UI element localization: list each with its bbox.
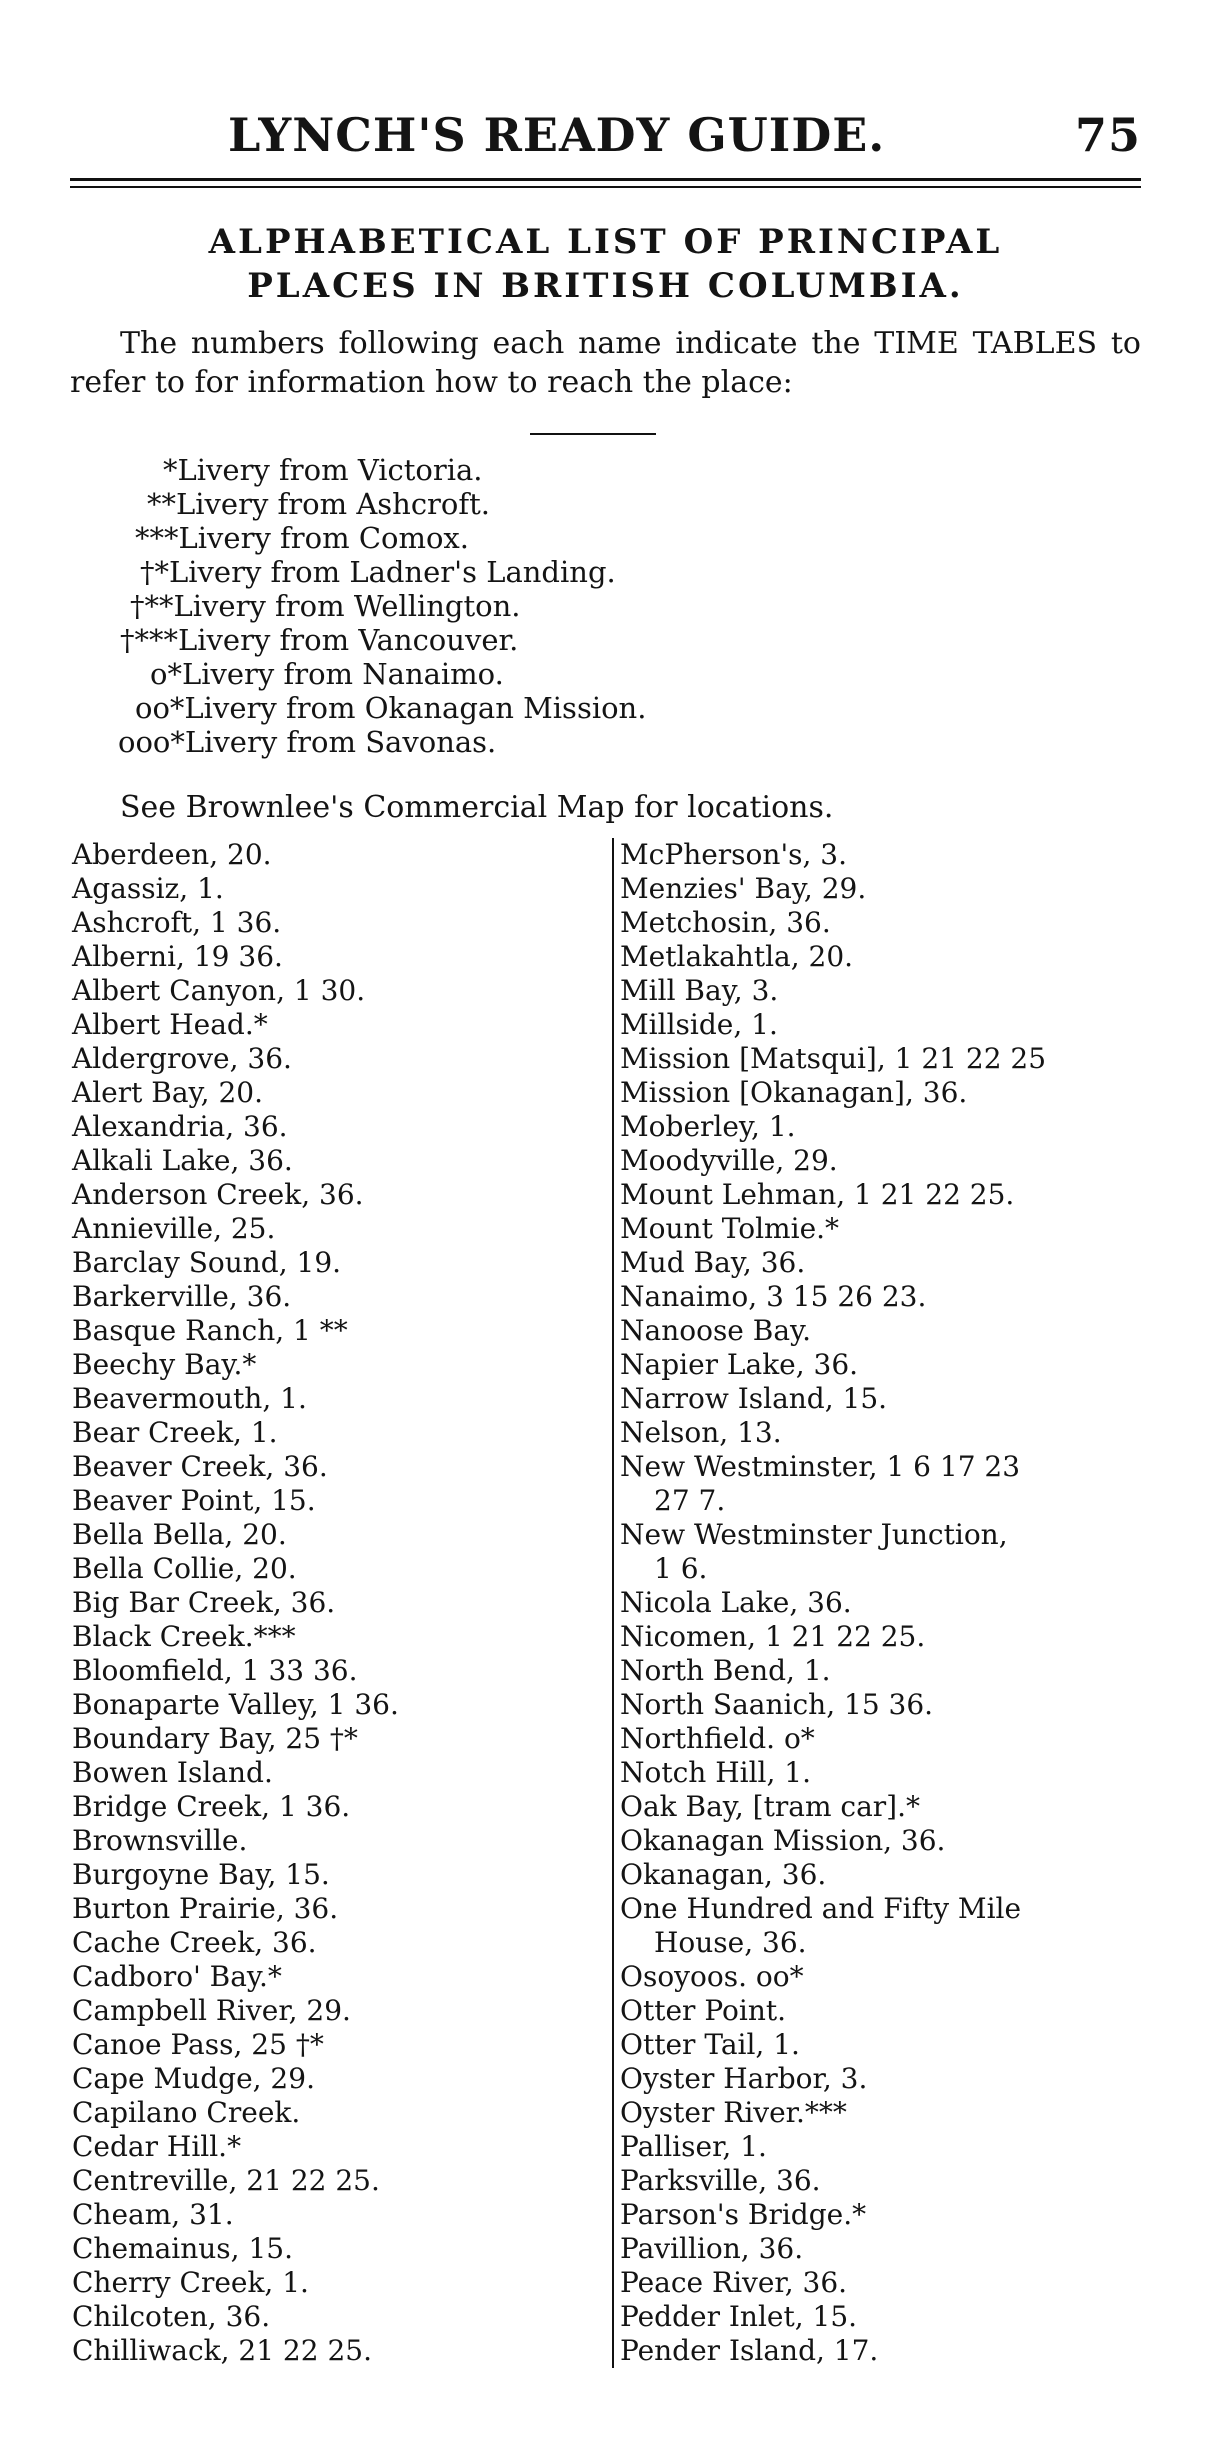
place-entry: Bowen Island. (72, 1756, 273, 1789)
place-entry: Nanaimo, 3 15 26 23. (620, 1280, 927, 1313)
running-head (70, 108, 1141, 162)
section-heading-line-2: PLACES IN BRITISH COLUMBIA. (247, 266, 964, 306)
place-entry: Metlakahtla, 20. (620, 940, 854, 973)
place-entry: Chemainus, 15. (72, 2232, 293, 2265)
map-note: See Brownlee's Commercial Map for locations. (120, 790, 834, 825)
place-entry: Alberni, 19 36. (72, 940, 283, 973)
place-entry: Albert Canyon, 1 30. (72, 974, 366, 1007)
place-entry: Bella Collie, 20. (72, 1552, 297, 1585)
place-entry-continuation: 27 7. (654, 1484, 726, 1517)
place-entry: Mill Bay, 3. (620, 974, 779, 1007)
place-entry: Beaver Point, 15. (72, 1484, 316, 1517)
header-rule-top (70, 178, 1141, 181)
place-entry: Anderson Creek, 36. (72, 1178, 364, 1211)
place-entry: Cache Creek, 36. (72, 1926, 317, 1959)
place-entry: Nicomen, 1 21 22 25. (620, 1620, 926, 1653)
place-entry: Nanoose Bay. (620, 1314, 812, 1347)
place-entry: Oyster River.*** (620, 2096, 847, 2129)
place-entry: Barkerville, 36. (72, 1280, 292, 1313)
place-entry: Chilcoten, 36. (72, 2300, 271, 2333)
place-entry: Chilliwack, 21 22 25. (72, 2334, 372, 2367)
livery-key-item: o*Livery from Nanaimo. (150, 657, 504, 691)
place-entry: Big Bar Creek, 36. (72, 1586, 336, 1619)
place-entry: Narrow Island, 15. (620, 1382, 888, 1415)
place-entry: Menzies' Bay, 29. (620, 872, 867, 905)
livery-key-item: *Livery from Victoria. (163, 453, 483, 487)
place-entry: Okanagan, 36. (620, 1858, 827, 1891)
place-entry: Moberley, 1. (620, 1110, 796, 1143)
livery-key-item: ooo*Livery from Savonas. (118, 725, 497, 759)
section-divider (530, 433, 656, 435)
place-entry: New Westminster, 1 6 17 23 (620, 1450, 1021, 1483)
livery-key-item: ***Livery from Comox. (135, 521, 469, 555)
place-entry: Mount Tolmie.* (620, 1212, 840, 1245)
place-entry: Pender Island, 17. (620, 2334, 879, 2367)
place-entry: Campbell River, 29. (72, 1994, 351, 2027)
place-entry: Annieville, 25. (72, 1212, 276, 1245)
place-entry: Mission [Okanagan], 36. (620, 1076, 968, 1109)
place-entry: Cheam, 31. (72, 2198, 234, 2231)
place-entry: Peace River, 36. (620, 2266, 848, 2299)
place-entry: Burton Prairie, 36. (72, 1892, 339, 1925)
place-entry: Okanagan Mission, 36. (620, 1824, 946, 1857)
place-entry: Bear Creek, 1. (72, 1416, 278, 1449)
place-entry: Nicola Lake, 36. (620, 1586, 852, 1619)
place-entry: Barclay Sound, 19. (72, 1246, 342, 1279)
place-entry: North Bend, 1. (620, 1654, 831, 1687)
place-entry: Beavermouth, 1. (72, 1382, 307, 1415)
place-entry: Cadboro' Bay.* (72, 1960, 282, 1993)
place-entry: Brownsville. (72, 1824, 248, 1857)
place-entry: Agassiz, 1. (72, 872, 224, 905)
header-rule-bottom (70, 186, 1141, 188)
place-entry: Mud Bay, 36. (620, 1246, 806, 1279)
place-entry: Boundary Bay, 25 †* (72, 1722, 358, 1755)
place-entry: New Westminster Junction, (620, 1518, 1008, 1551)
place-entry: Otter Tail, 1. (620, 2028, 800, 2061)
place-entry: Millside, 1. (620, 1008, 778, 1041)
place-entry: Osoyoos. oo* (620, 1960, 804, 1993)
place-entry: Northfield. o* (620, 1722, 815, 1755)
place-entry: Bridge Creek, 1 36. (72, 1790, 351, 1823)
place-entry: Napier Lake, 36. (620, 1348, 859, 1381)
place-entry: Bloomfield, 1 33 36. (72, 1654, 358, 1687)
running-title: LYNCH'S READY GUIDE. (228, 108, 886, 162)
place-entry: Metchosin, 36. (620, 906, 831, 939)
place-entry: Basque Ranch, 1 ** (72, 1314, 348, 1347)
page-number: 75 (1074, 108, 1141, 162)
place-entry: Aberdeen, 20. (72, 838, 272, 871)
place-entry: Cherry Creek, 1. (72, 2266, 309, 2299)
place-entry: Nelson, 13. (620, 1416, 782, 1449)
place-entry: Parson's Bridge.* (620, 2198, 867, 2231)
place-entry: Parksville, 36. (620, 2164, 821, 2197)
place-entry: Cape Mudge, 29. (72, 2062, 315, 2095)
place-entry: Cedar Hill.* (72, 2130, 242, 2163)
place-entry: Palliser, 1. (620, 2130, 767, 2163)
place-entry: McPherson's, 3. (620, 838, 848, 871)
places-column-left (72, 838, 572, 2368)
place-entry: One Hundred and Fifty Mile (620, 1892, 1022, 1925)
place-entry: Aldergrove, 36. (72, 1042, 292, 1075)
place-entry: Black Creek.*** (72, 1620, 296, 1653)
livery-key-item: oo*Livery from Okanagan Mission. (135, 691, 647, 725)
section-heading-line-1: ALPHABETICAL LIST OF PRINCIPAL (208, 222, 1003, 262)
place-entry: Capilano Creek. (72, 2096, 301, 2129)
livery-key-item: **Livery from Ashcroft. (147, 487, 490, 521)
place-entry: Albert Head.* (72, 1008, 268, 1041)
place-entry: Beechy Bay.* (72, 1348, 257, 1381)
place-entry: Bella Bella, 20. (72, 1518, 287, 1551)
place-entry: Canoe Pass, 25 †* (72, 2028, 324, 2061)
place-entry: Moodyville, 29. (620, 1144, 838, 1177)
livery-key-item: †***Livery from Vancouver. (120, 623, 519, 657)
place-entry: Otter Point. (620, 1994, 787, 2027)
place-entry: Alert Bay, 20. (72, 1076, 263, 1109)
place-entry: Burgoyne Bay, 15. (72, 1858, 330, 1891)
place-entry: Alkali Lake, 36. (72, 1144, 293, 1177)
livery-key-item: †**Livery from Wellington. (130, 589, 521, 623)
place-entry: Alexandria, 36. (72, 1110, 288, 1143)
place-entry: Oyster Harbor, 3. (620, 2062, 868, 2095)
place-entry: Pavillion, 36. (620, 2232, 804, 2265)
place-entry-continuation: House, 36. (654, 1926, 807, 1959)
intro-paragraph: The numbers following each name indicate the TIME TABLES to refer to for information how to reach the place: (70, 326, 1141, 400)
place-entry: Bonaparte Valley, 1 36. (72, 1688, 399, 1721)
places-column-right (612, 838, 1154, 2368)
place-entry: North Saanich, 15 36. (620, 1688, 934, 1721)
place-entry: Centreville, 21 22 25. (72, 2164, 380, 2197)
place-entry: Oak Bay, [tram car].* (620, 1790, 920, 1823)
place-entry: Mount Lehman, 1 21 22 25. (620, 1178, 1015, 1211)
place-entry: Mission [Matsqui], 1 21 22 25 (620, 1042, 1047, 1075)
place-entry: Pedder Inlet, 15. (620, 2300, 858, 2333)
livery-key-item: †*Livery from Ladner's Landing. (140, 555, 616, 589)
place-entry: Notch Hill, 1. (620, 1756, 812, 1789)
place-entry: Ashcroft, 1 36. (72, 906, 282, 939)
place-entry-continuation: 1 6. (654, 1552, 708, 1585)
place-entry: Beaver Creek, 36. (72, 1450, 328, 1483)
